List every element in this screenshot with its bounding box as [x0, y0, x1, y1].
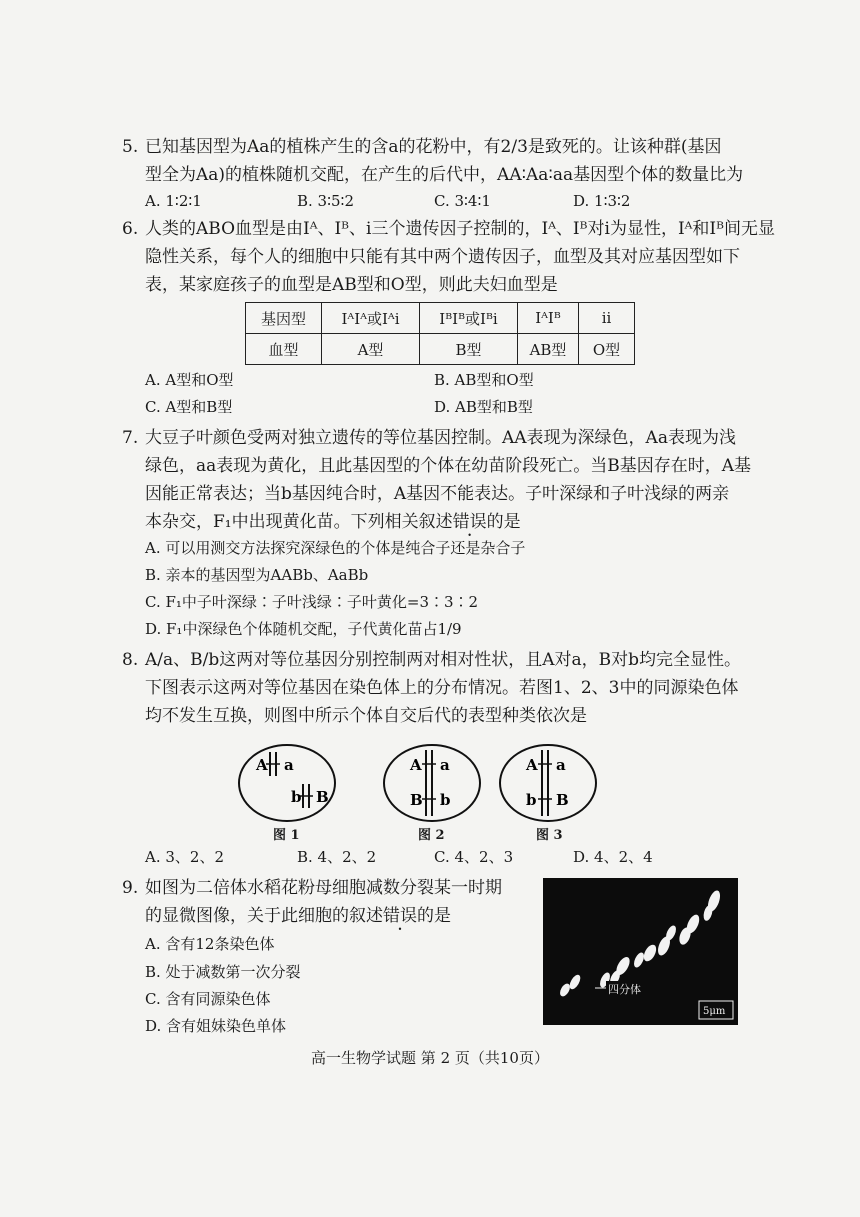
allele-label: A — [410, 756, 422, 774]
blood-type-table — [245, 302, 635, 365]
q5-line-2: 型全为Aa)的植株随机交配，在产生的后代中，AA∶Aa∶aa基因型个体的数量比为 — [145, 165, 744, 185]
q9-option-b: B. 处于减数第一次分裂 — [145, 963, 301, 981]
q9-number: 9. — [122, 878, 139, 898]
q9-line-2-text: 的显微图像，关于此细胞的叙述 — [145, 906, 383, 926]
table-row — [246, 303, 635, 334]
q9-option-d: D. 含有姐妹染色单体 — [145, 1017, 287, 1035]
q9-line-1: 如图为二倍体水稻花粉母细胞减数分裂某一时期 — [145, 878, 502, 898]
q8-option-d: D. 4、2、4 — [573, 848, 653, 866]
table-cell: 血型 — [246, 334, 322, 365]
table-cell: AB型 — [518, 334, 579, 365]
q8-line-1: A/a、B/b这两对等位基因分别控制两对相对性状，且A对a，B对b均完全显性。 — [145, 650, 742, 670]
allele-label: A — [256, 756, 268, 774]
allele-label: a — [556, 756, 566, 774]
allele-label: b — [526, 791, 537, 809]
allele-label: a — [284, 756, 294, 774]
q8-option-b: B. 4、2、2 — [297, 848, 377, 866]
q7-tail: 的是 — [486, 512, 521, 532]
q6-line-3: 表，某家庭孩子的血型是AB型和O型，则此夫妇血型是 — [145, 275, 558, 295]
figure-1-caption: 图 1 — [273, 828, 300, 843]
table-row — [246, 334, 635, 365]
q6-line-2: 隐性关系，每个人的细胞中只能有其中两个遗传因子，血型及其对应基因型如下 — [145, 247, 740, 267]
table-cell: B型 — [420, 334, 518, 365]
q7-line-4-text: 本杂交，F₁中出现黄化苗。下列相关叙述 — [145, 512, 453, 532]
q6-option-a: A. A型和O型 — [145, 371, 234, 389]
q5-number: 5. — [122, 137, 139, 157]
figure-2-cell-diagram — [381, 742, 483, 824]
q8-option-c: C. 4、2、3 — [434, 848, 514, 866]
q7-number: 7. — [122, 428, 139, 448]
q7-line-3: 因能正常表达；当b基因纯合时，A基因不能表达。子叶深绿和子叶浅绿的两亲 — [145, 484, 730, 504]
table-cell: IᴮIᴮ或Iᴮi — [420, 303, 518, 334]
table-cell: O型 — [579, 334, 635, 365]
figure-3-cell-diagram — [497, 742, 599, 824]
q8-line-2: 下图表示这两对等位基因在染色体上的分布情况。若图1、2、3中的同源染色体 — [145, 678, 739, 698]
q9-line-2 — [145, 906, 535, 926]
q5-line-1: 已知基因型为Aa的植株产生的含a的花粉中，有2/3是致死的。让该种群(基因 — [145, 137, 722, 157]
allele-label: B — [410, 791, 423, 809]
page-footer: 高一生物学试题 第 2 页（共10页） — [311, 1049, 549, 1067]
tetrad-label: 四分体 — [608, 983, 641, 996]
figure-2-caption: 图 2 — [418, 828, 445, 843]
q8-option-a: A. 3、2、2 — [145, 848, 224, 866]
q5-option-a: A. 1∶2∶1 — [145, 192, 202, 210]
table-cell: IᴬIᴮ — [518, 303, 579, 334]
q7-emphasis: 错误 — [452, 512, 487, 532]
q9-emphasis: 错误 — [383, 906, 417, 926]
q7-line-4 — [145, 512, 745, 532]
q6-option-b: B. AB型和O型 — [434, 371, 534, 389]
table-cell: 基因型 — [246, 303, 322, 334]
image-background — [543, 878, 738, 1025]
q5-option-c: C. 3∶4∶1 — [434, 192, 491, 210]
allele-label: B — [556, 791, 569, 809]
allele-label: B — [316, 788, 329, 806]
q5-option-b: B. 3∶5∶2 — [297, 192, 354, 210]
q9-option-a: A. 含有12条染色体 — [145, 935, 275, 953]
q7-line-2: 绿色，aa表现为黄化，且此基因型的个体在幼苗阶段死亡。当B基因存在时，A基 — [145, 456, 752, 476]
q7-option-c: C. F₁中子叶深绿∶子叶浅绿∶子叶黄化=3∶3∶2 — [145, 593, 479, 611]
q6-number: 6. — [122, 219, 139, 239]
q6-line-1: 人类的ABO血型是由Iᴬ、Iᴮ、i三个遗传因子控制的，Iᴬ、Iᴮ对i为显性，Iᴬ和Iᴮ间无显 — [145, 219, 775, 239]
q7-option-b: B. 亲本的基因型为AABb、AaBb — [145, 566, 369, 584]
q6-option-d: D. AB型和B型 — [434, 398, 533, 416]
q5-option-d: D. 1∶3∶2 — [573, 192, 631, 210]
scale-bar-label: 5μm — [703, 1006, 726, 1017]
q8-line-3: 均不发生互换，则图中所示个体自交后代的表型种类依次是 — [145, 706, 587, 726]
q6-option-c: C. A型和B型 — [145, 398, 233, 416]
allele-label: a — [440, 756, 450, 774]
allele-label: A — [526, 756, 538, 774]
q7-option-a: A. 可以用测交方法探究深绿色的个体是纯合子还是杂合子 — [145, 539, 526, 557]
q7-line-1: 大豆子叶颜色受两对独立遗传的等位基因控制。AA表现为深绿色，Aa表现为浅 — [145, 428, 736, 448]
q7-option-d: D. F₁中深绿色个体随机交配，子代黄化苗占1/9 — [145, 620, 462, 638]
allele-label: b — [291, 788, 302, 806]
figure-3-caption: 图 3 — [536, 828, 563, 843]
microscope-image — [543, 878, 738, 1025]
q8-number: 8. — [122, 650, 139, 670]
q9-option-c: C. 含有同源染色体 — [145, 990, 271, 1008]
table-cell: A型 — [322, 334, 420, 365]
table-cell: IᴬIᴬ或Iᴬi — [322, 303, 420, 334]
figure-1-cell-diagram — [236, 742, 338, 824]
q9-tail: 的是 — [417, 906, 451, 926]
allele-label: b — [440, 791, 451, 809]
table-cell: ii — [579, 303, 635, 334]
